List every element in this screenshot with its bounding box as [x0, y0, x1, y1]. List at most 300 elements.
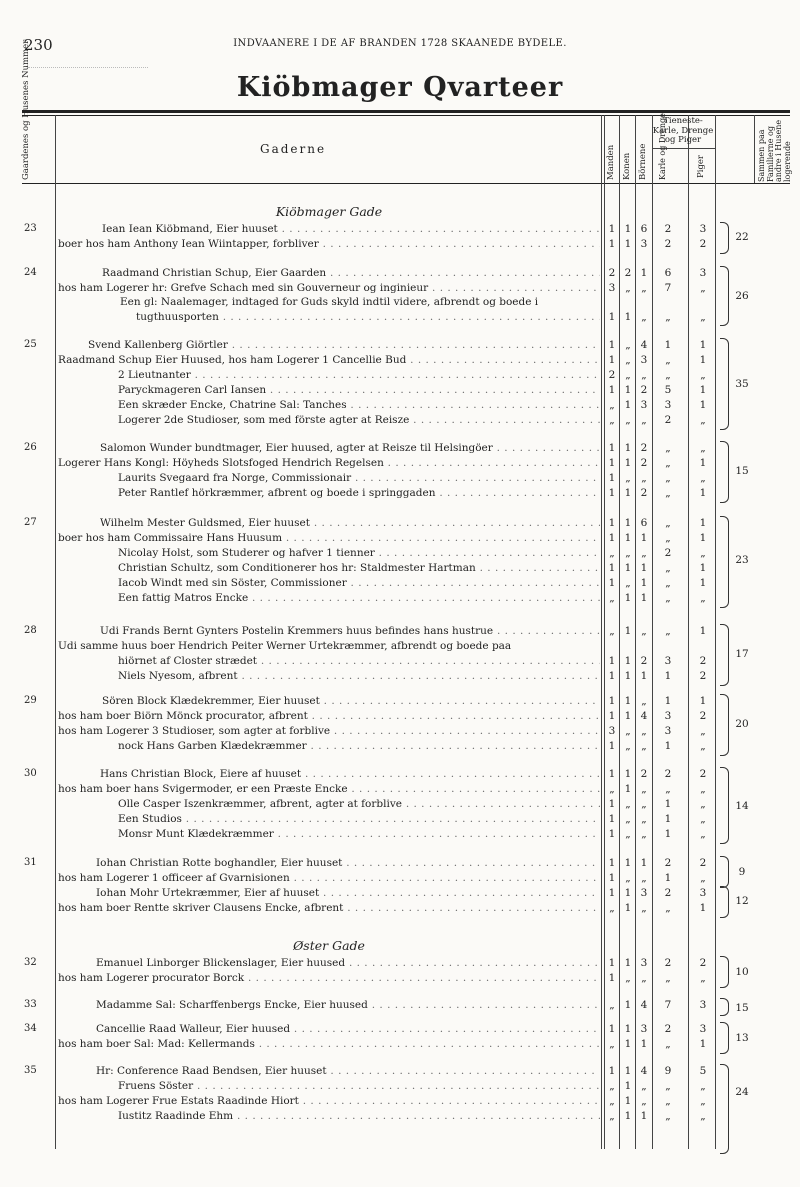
- count-girls: „: [700, 740, 706, 752]
- count-boys: „: [665, 1080, 671, 1092]
- count-boys: 2: [664, 857, 672, 869]
- census-row: [0, 576, 800, 590]
- count-boys: 2: [664, 768, 672, 780]
- count-men: 1: [608, 710, 616, 722]
- count-girls: „: [700, 472, 706, 484]
- count-wife: 1: [624, 384, 632, 396]
- family-total: 23: [735, 554, 749, 566]
- family-brace: [720, 767, 729, 844]
- count-girls: 1: [699, 625, 707, 637]
- count-children: 2: [640, 457, 648, 469]
- count-girls: 1: [699, 399, 707, 411]
- count-boys: 3: [664, 399, 672, 411]
- count-boys: 2: [664, 223, 672, 235]
- family-total: 10: [735, 966, 749, 978]
- house-number: 29: [24, 695, 37, 706]
- count-girls: 1: [699, 532, 707, 544]
- count-wife: 1: [624, 999, 632, 1011]
- header-total: Sammen paa Familierne og andre i Husene logerende: [757, 119, 792, 182]
- count-boys: 3: [664, 725, 672, 737]
- count-wife: „: [625, 414, 631, 426]
- count-girls: 1: [699, 457, 707, 469]
- house-number: 28: [24, 625, 37, 636]
- count-girls: 1: [699, 339, 707, 351]
- count-men: 1: [608, 828, 616, 840]
- count-children: 4: [640, 999, 648, 1011]
- count-boys: 9: [664, 1065, 672, 1077]
- count-girls: „: [700, 828, 706, 840]
- resident-entry: Udi samme huus boer Hendrich Peiter Werner Urtekræmmer, afbrendt og boede paa: [58, 640, 512, 652]
- count-men: „: [609, 592, 615, 604]
- census-row: [0, 901, 800, 915]
- table-top-rule: [22, 110, 790, 113]
- house-number: 35: [24, 1065, 37, 1076]
- census-row: [0, 694, 800, 708]
- count-wife: 1: [624, 1023, 632, 1035]
- count-men: 1: [608, 223, 616, 235]
- census-row: [0, 1064, 800, 1078]
- count-children: „: [641, 872, 647, 884]
- resident-entry: Iustitz Raadinde Ehm . . .: [118, 1109, 600, 1123]
- count-girls: 5: [699, 1065, 707, 1077]
- count-boys: 2: [664, 547, 672, 559]
- family-total: 15: [735, 1002, 749, 1014]
- count-wife: „: [625, 740, 631, 752]
- count-boys: „: [665, 577, 671, 589]
- resident-entry: boer hos ham Anthony Iean Wiintapper, forbliver . . .: [58, 237, 600, 251]
- count-men: 1: [608, 487, 616, 499]
- count-children: 3: [640, 238, 648, 250]
- count-girls: 2: [699, 768, 707, 780]
- census-row: [0, 797, 800, 811]
- count-boys: „: [665, 972, 671, 984]
- count-children: 1: [640, 592, 648, 604]
- census-row: [0, 739, 800, 753]
- family-total: 15: [735, 465, 749, 477]
- count-girls: „: [700, 282, 706, 294]
- family-total: 17: [735, 648, 749, 660]
- family-brace: [720, 856, 729, 888]
- house-number: 33: [24, 999, 37, 1010]
- resident-entry: 2 Lieutnanter . . .: [118, 368, 600, 382]
- count-wife: 1: [624, 517, 632, 529]
- count-wife: 1: [624, 1038, 632, 1050]
- family-brace: [720, 338, 729, 430]
- count-children: 4: [640, 710, 648, 722]
- count-boys: „: [665, 625, 671, 637]
- count-men: „: [609, 1038, 615, 1050]
- count-men: 1: [608, 1023, 616, 1035]
- house-number: 24: [24, 267, 37, 278]
- count-girls: 2: [699, 957, 707, 969]
- resident-entry: Salomon Wunder bundtmager, Eier huused, agter at Reisze til Helsingöer . . .: [100, 441, 600, 455]
- count-boys: 1: [664, 813, 672, 825]
- count-wife: „: [625, 339, 631, 351]
- header-bottom-rule: [22, 183, 790, 184]
- count-boys: 3: [664, 655, 672, 667]
- resident-entry: Logerer 2de Studioser, som med förste agter at Reisze . . .: [118, 413, 600, 427]
- count-children: 1: [640, 267, 648, 279]
- count-men: 1: [608, 957, 616, 969]
- count-wife: „: [625, 577, 631, 589]
- count-men: „: [609, 902, 615, 914]
- count-wife: 1: [624, 311, 632, 323]
- census-row: [0, 531, 800, 545]
- count-children: 1: [640, 1110, 648, 1122]
- count-wife: 1: [624, 902, 632, 914]
- resident-entry: Raadmand Schup Eier Huused, hos ham Logerer 1 Cancellie Bud . . .: [58, 353, 600, 367]
- count-boys: 2: [664, 414, 672, 426]
- resident-entry: nock Hans Garben Klædekræmmer . . .: [118, 739, 600, 753]
- resident-entry: Olle Casper Iszenkræmmer, afbrent, agter at forblive . . .: [118, 797, 600, 811]
- census-row: [0, 546, 800, 560]
- count-children: „: [641, 828, 647, 840]
- family-total: 14: [735, 800, 749, 812]
- family-brace: [720, 1064, 729, 1154]
- count-wife: 1: [624, 783, 632, 795]
- count-children: „: [641, 1095, 647, 1107]
- resident-entry: Een skræder Encke, Chatrine Sal: Tanches . . .: [118, 398, 600, 412]
- count-wife: „: [625, 472, 631, 484]
- count-wife: 1: [624, 487, 632, 499]
- count-girls: „: [700, 813, 706, 825]
- resident-entry: hos ham boer Rentte skriver Clausens Encke, afbrent . . .: [58, 901, 600, 915]
- page-number: 230: [24, 36, 53, 54]
- count-boys: 2: [664, 887, 672, 899]
- count-children: „: [641, 282, 647, 294]
- resident-entry: Emanuel Linborger Blickenslager, Eier huused . . .: [96, 956, 600, 970]
- count-boys: 1: [664, 798, 672, 810]
- count-girls: 3: [699, 223, 707, 235]
- resident-entry: hos ham boer Biörn Mönck procurator, afbrent . . .: [58, 709, 600, 723]
- count-children: „: [641, 1080, 647, 1092]
- count-men: 1: [608, 354, 616, 366]
- family-total: 9: [738, 866, 746, 878]
- count-children: 1: [640, 532, 648, 544]
- census-row: [0, 486, 800, 500]
- count-children: 2: [640, 384, 648, 396]
- count-children: 1: [640, 562, 648, 574]
- count-men: 1: [608, 472, 616, 484]
- count-girls: 3: [699, 999, 707, 1011]
- count-wife: 1: [624, 1110, 632, 1122]
- resident-entry: Monsr Munt Klædekræmmer . . .: [118, 827, 600, 841]
- count-wife: 1: [624, 625, 632, 637]
- count-children: „: [641, 472, 647, 484]
- count-girls: „: [700, 725, 706, 737]
- header-children: Börnene: [638, 143, 648, 180]
- count-wife: „: [625, 813, 631, 825]
- census-row: [0, 709, 800, 723]
- count-men: „: [609, 1110, 615, 1122]
- count-girls: „: [700, 414, 706, 426]
- count-wife: „: [625, 972, 631, 984]
- census-row: [0, 669, 800, 683]
- family-total: 22: [735, 231, 749, 243]
- resident-entry: Udi Frands Bernt Gynters Postelin Kremmers huus befindes hans hustrue . . .: [100, 624, 600, 638]
- count-boys: 1: [664, 740, 672, 752]
- count-children: „: [641, 740, 647, 752]
- house-number: 23: [24, 223, 37, 234]
- house-number: 25: [24, 339, 37, 350]
- count-girls: 1: [699, 517, 707, 529]
- count-wife: 1: [624, 695, 632, 707]
- header-servants: Tieneste-Karle, Drenge og Piger: [652, 116, 714, 145]
- count-children: 1: [640, 577, 648, 589]
- header-streets: Gaderne: [260, 142, 327, 156]
- census-row: [0, 1079, 800, 1093]
- census-row: [0, 639, 800, 653]
- family-brace: [720, 956, 729, 988]
- resident-entry: Nicolay Holst, som Studerer og hafver 1 tienner . . .: [118, 546, 600, 560]
- count-girls: „: [700, 547, 706, 559]
- count-girls: „: [700, 369, 706, 381]
- count-boys: „: [665, 1038, 671, 1050]
- census-row: [0, 237, 800, 251]
- count-men: 1: [608, 311, 616, 323]
- family-brace: [720, 516, 729, 608]
- count-men: 1: [608, 887, 616, 899]
- count-boys: 6: [664, 267, 672, 279]
- census-row: [0, 266, 800, 280]
- family-total: 13: [735, 1032, 749, 1044]
- count-children: 3: [640, 957, 648, 969]
- census-row: [0, 724, 800, 738]
- resident-entry: Een gl: Naalemager, indtaged for Guds skyld indtil videre, afbrendt og boede i: [120, 296, 539, 308]
- family-brace: [720, 222, 729, 254]
- count-men: 1: [608, 972, 616, 984]
- count-men: „: [609, 399, 615, 411]
- count-children: 2: [640, 768, 648, 780]
- count-children: „: [641, 798, 647, 810]
- count-girls: „: [700, 311, 706, 323]
- resident-entry: Niels Nyesom, afbrent . . .: [118, 669, 600, 683]
- count-children: 4: [640, 1065, 648, 1077]
- family-brace: [720, 1022, 729, 1054]
- header-numbers: Gaardenes og Husenes Nummer: [21, 39, 31, 180]
- census-row: [0, 812, 800, 826]
- count-men: 1: [608, 532, 616, 544]
- count-girls: 1: [699, 354, 707, 366]
- count-girls: 1: [699, 902, 707, 914]
- count-men: 1: [608, 339, 616, 351]
- count-wife: 1: [624, 399, 632, 411]
- resident-entry: Iohan Mohr Urtekræmmer, Eier af huuset . . .: [96, 886, 600, 900]
- count-girls: 2: [699, 238, 707, 250]
- count-children: „: [641, 813, 647, 825]
- census-row: [0, 516, 800, 530]
- count-children: „: [641, 725, 647, 737]
- count-wife: 2: [624, 267, 632, 279]
- count-boys: „: [665, 592, 671, 604]
- resident-entry: Logerer Hans Kongl: Höyheds Slotsfoged Hendrich Regelsen . . .: [58, 456, 600, 470]
- count-girls: 2: [699, 710, 707, 722]
- count-girls: „: [700, 872, 706, 884]
- count-men: 1: [608, 457, 616, 469]
- resident-entry: Peter Rantlef hörkræmmer, afbrent og boede i springgaden . . .: [118, 486, 600, 500]
- census-row: [0, 1022, 800, 1036]
- count-children: 6: [640, 517, 648, 529]
- resident-entry: Svend Kallenberg Giörtler . . .: [88, 338, 600, 352]
- count-children: 3: [640, 399, 648, 411]
- family-total: 35: [735, 378, 749, 390]
- count-girls: „: [700, 1080, 706, 1092]
- count-wife: 1: [624, 457, 632, 469]
- resident-entry: boer hos ham Commissaire Hans Huusum . . .: [58, 531, 600, 545]
- family-total: 20: [735, 718, 749, 730]
- count-boys: „: [665, 487, 671, 499]
- count-wife: 1: [624, 670, 632, 682]
- family-brace: [720, 694, 729, 756]
- census-row: [0, 281, 800, 295]
- count-wife: „: [625, 369, 631, 381]
- count-girls: „: [700, 972, 706, 984]
- count-girls: 1: [699, 695, 707, 707]
- count-girls: „: [700, 442, 706, 454]
- count-wife: 1: [624, 887, 632, 899]
- count-men: 1: [608, 442, 616, 454]
- resident-entry: hos ham Logerer 1 officeer af Gvarnisionen . . .: [58, 871, 600, 885]
- running-head: INDVAANERE I DE AF BRANDEN 1728 SKAANEDE BYDELE.: [233, 38, 567, 49]
- resident-entry: tugthuusporten . . .: [136, 310, 600, 324]
- count-children: „: [641, 311, 647, 323]
- census-row: [0, 222, 800, 236]
- header-men: Manden: [606, 144, 616, 180]
- family-brace: [720, 441, 729, 503]
- count-boys: 7: [664, 999, 672, 1011]
- census-row: [0, 998, 800, 1012]
- count-children: „: [641, 547, 647, 559]
- count-children: 4: [640, 339, 648, 351]
- count-boys: „: [665, 783, 671, 795]
- count-men: 1: [608, 670, 616, 682]
- count-boys: „: [665, 369, 671, 381]
- count-girls: 1: [699, 577, 707, 589]
- census-row: [0, 383, 800, 397]
- count-children: „: [641, 972, 647, 984]
- family-total: 24: [735, 1086, 749, 1098]
- census-row: [0, 591, 800, 605]
- count-boys: 2: [664, 1023, 672, 1035]
- census-row: [0, 368, 800, 382]
- count-boys: 1: [664, 339, 672, 351]
- count-boys: „: [665, 354, 671, 366]
- count-wife: 1: [624, 710, 632, 722]
- count-girls: 1: [699, 487, 707, 499]
- count-boys: 2: [664, 957, 672, 969]
- count-girls: „: [700, 783, 706, 795]
- census-row: [0, 956, 800, 970]
- count-boys: „: [665, 1095, 671, 1107]
- count-wife: 1: [624, 562, 632, 574]
- count-children: 2: [640, 442, 648, 454]
- family-brace: [720, 998, 729, 1016]
- census-row: [0, 310, 800, 324]
- count-men: 1: [608, 768, 616, 780]
- count-boys: 1: [664, 828, 672, 840]
- count-children: 6: [640, 223, 648, 235]
- count-girls: 2: [699, 655, 707, 667]
- count-wife: 1: [624, 1065, 632, 1077]
- count-wife: „: [625, 547, 631, 559]
- count-men: „: [609, 547, 615, 559]
- family-total: 26: [735, 290, 749, 302]
- census-row: [0, 767, 800, 781]
- census-row: [0, 1109, 800, 1123]
- resident-entry: Sören Block Klædekremmer, Eier huuset . . .: [102, 694, 600, 708]
- resident-entry: Iean Iean Kiöbmand, Eier huuset . . .: [102, 222, 600, 236]
- count-boys: „: [665, 311, 671, 323]
- count-girls: „: [700, 1095, 706, 1107]
- count-girls: 2: [699, 857, 707, 869]
- count-wife: „: [625, 725, 631, 737]
- resident-entry: hos ham Logerer 3 Studioser, som agter at forblive . . .: [58, 724, 600, 738]
- count-children: 2: [640, 655, 648, 667]
- resident-entry: hos ham Logerer Frue Estats Raadinde Hiort . . .: [58, 1094, 600, 1108]
- count-wife: 1: [624, 532, 632, 544]
- count-children: 3: [640, 354, 648, 366]
- street-heading: Øster Gade: [293, 938, 365, 953]
- resident-entry: Raadmand Christian Schup, Eier Gaarden . . .: [102, 266, 600, 280]
- census-row: [0, 353, 800, 367]
- count-girls: 2: [699, 670, 707, 682]
- count-wife: „: [625, 282, 631, 294]
- resident-entry: Iohan Christian Rotte boghandler, Eier huuset . . .: [96, 856, 600, 870]
- count-children: 1: [640, 857, 648, 869]
- house-number: 31: [24, 857, 37, 868]
- count-girls: „: [700, 1110, 706, 1122]
- census-row: [0, 886, 800, 900]
- count-wife: 1: [624, 957, 632, 969]
- count-girls: „: [700, 592, 706, 604]
- family-total: 12: [735, 895, 749, 907]
- header-boys: Karle og Drenge: [658, 113, 667, 180]
- census-row: [0, 413, 800, 427]
- count-children: 1: [640, 670, 648, 682]
- count-boys: „: [665, 902, 671, 914]
- count-boys: „: [665, 517, 671, 529]
- census-row: [0, 456, 800, 470]
- count-boys: 1: [664, 695, 672, 707]
- count-wife: „: [625, 354, 631, 366]
- resident-entry: Een fattig Matros Encke . . .: [118, 591, 600, 605]
- census-row: [0, 561, 800, 575]
- count-men: 3: [608, 282, 616, 294]
- count-wife: 1: [624, 223, 632, 235]
- col-divider: [754, 115, 755, 183]
- count-boys: „: [665, 442, 671, 454]
- count-men: „: [609, 783, 615, 795]
- census-row: [0, 1094, 800, 1108]
- count-children: „: [641, 695, 647, 707]
- count-children: 1: [640, 1038, 648, 1050]
- house-number: 26: [24, 442, 37, 453]
- count-men: 1: [608, 577, 616, 589]
- house-number: 30: [24, 768, 37, 779]
- count-men: „: [609, 1095, 615, 1107]
- census-row: [0, 856, 800, 870]
- census-row: [0, 338, 800, 352]
- count-wife: 1: [624, 1080, 632, 1092]
- resident-entry: Iacob Windt med sin Söster, Commissioner . . .: [118, 576, 600, 590]
- count-boys: „: [665, 457, 671, 469]
- census-row: [0, 782, 800, 796]
- count-men: 1: [608, 238, 616, 250]
- family-brace: [720, 624, 729, 686]
- count-men: „: [609, 999, 615, 1011]
- count-boys: 7: [664, 282, 672, 294]
- count-men: 1: [608, 740, 616, 752]
